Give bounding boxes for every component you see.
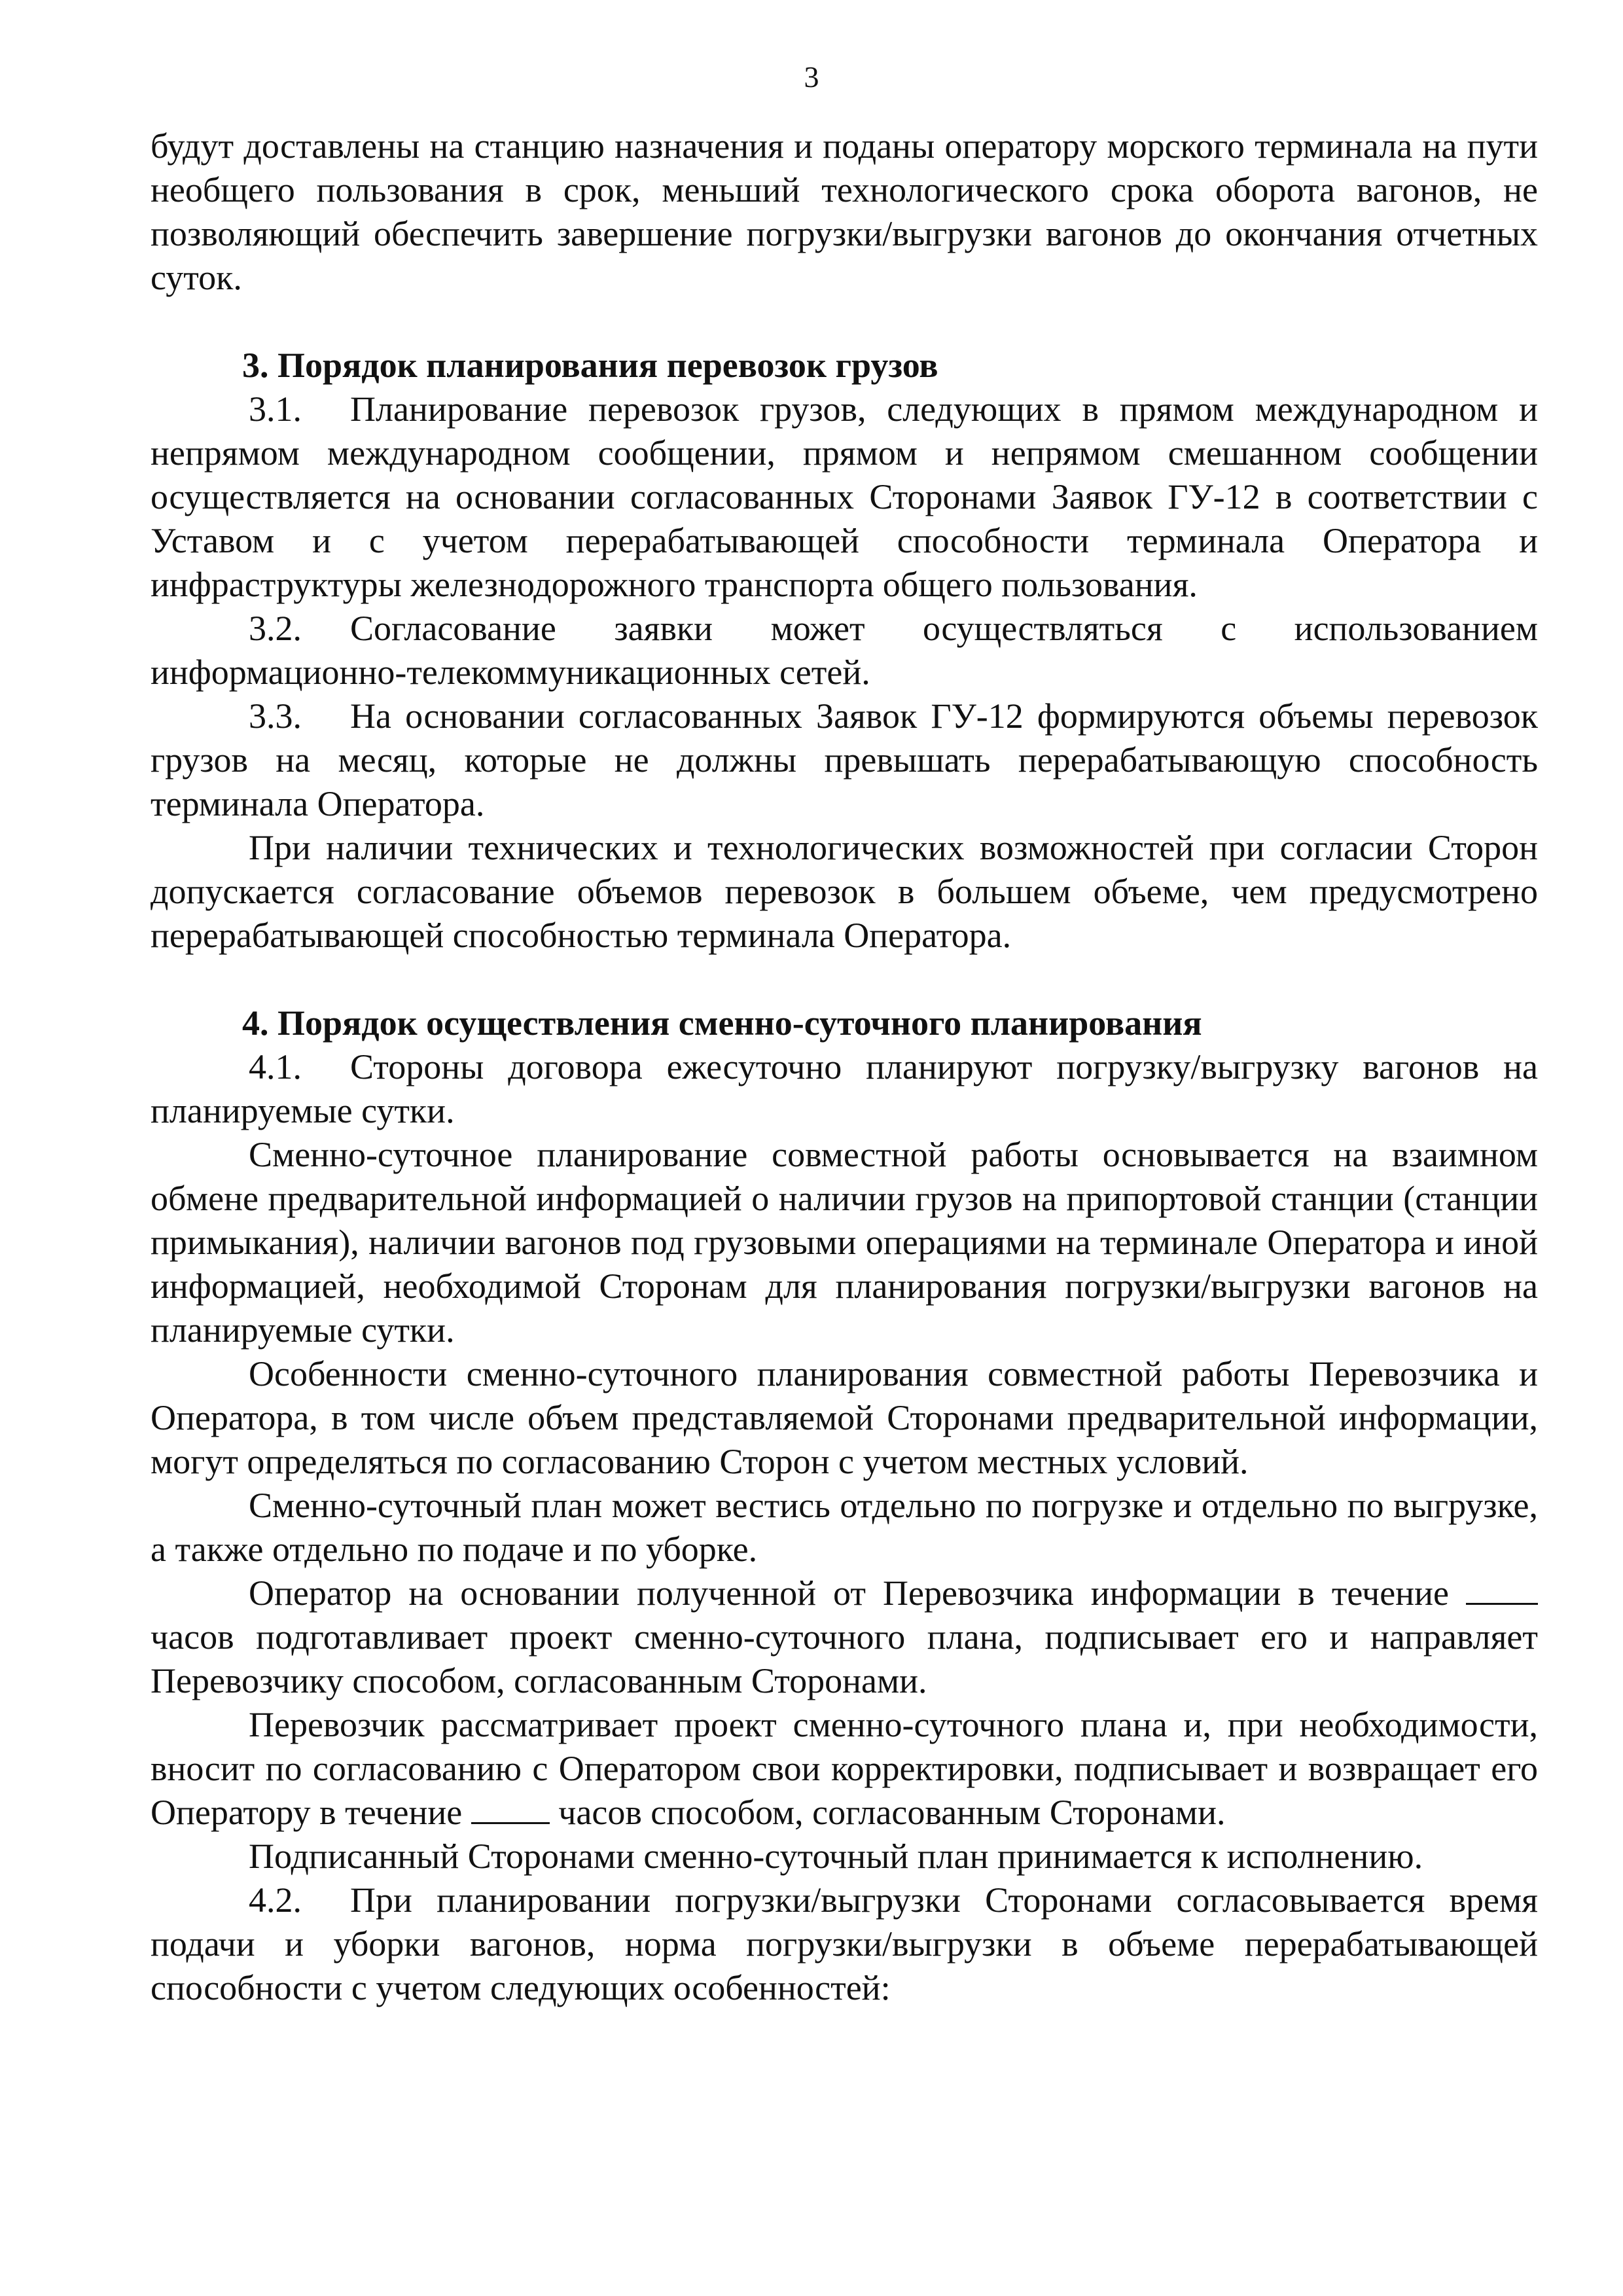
paragraph-text: На основании согласованных Заявок ГУ-12 формируются объемы перевозок грузов на месяц, которые не должны превышать перерабатывающую способность терминала Оператора. xyxy=(151,696,1538,823)
clause-number: 3.3. xyxy=(249,696,302,736)
paragraph-text: Оператор на основании полученной от Перевозчика информации в течение xyxy=(249,1573,1449,1613)
paragraph-4-2 xyxy=(151,1878,1538,2010)
paragraph-text: При планировании погрузки/выгрузки Сторонами согласовывается время подачи и уборки вагонов, норма погрузки/выгрузки в объеме перерабатывающей способности с учетом следующих особенностей: xyxy=(151,1880,1538,2007)
clause-number: 3.2. xyxy=(249,609,302,648)
paragraph-4-1-e xyxy=(151,1571,1538,1703)
hours-blank-field xyxy=(471,1822,550,1824)
document-body xyxy=(151,124,1538,2010)
paragraph-text: Перевозчик рассматривает проект сменно-суточного плана и, при необходимости, вносит по согласованию с Оператором свои корректировки, подписывает и возвращает его Оператору в течение xyxy=(151,1705,1538,1832)
paragraph-4-1-g: Подписанный Сторонами сменно-суточный план принимается к исполнению. xyxy=(249,1837,1423,1876)
paragraph-text: часов способом, согласованным Сторонами. xyxy=(558,1793,1226,1832)
paragraph-3-3 xyxy=(151,694,1538,826)
paragraph-4-1-c: Особенности сменно-суточного планирования совместной работы Перевозчика и Оператора, в том числе объем представляемой Сторонами предварительной информации, могут определяться по согласованию Сторон с учетом местных условий. xyxy=(151,1354,1538,1481)
clause-number: 4.2. xyxy=(249,1880,302,1920)
hours-blank-field xyxy=(1466,1603,1538,1605)
clause-number: 3.1. xyxy=(249,389,302,429)
intro-paragraph: будут доставлены на станцию назначения и поданы оператору морского терминала на пути необщего пользования в срок, меньший технологического срока оборота вагонов, не позволяющий обеспечить завершение погрузки/выгрузки вагонов до окончания отчетных суток. xyxy=(151,126,1538,297)
paragraph-text: Стороны договора ежесуточно планируют погрузку/выгрузку вагонов на планируемые сутки. xyxy=(151,1047,1538,1130)
clause-number: 4.1. xyxy=(249,1047,302,1086)
paragraph-4-1-b: Сменно-суточное планирование совместной работы основывается на взаимном обмене предварительной информацией о наличии грузов на припортовой станции (станции примыкания), наличии вагонов под грузовыми операциями на терминале Оператора и иной информацией, необходимой Сторонам для планирования погрузки/выгрузки вагонов на планируемые сутки. xyxy=(151,1135,1538,1350)
paragraph-3-1 xyxy=(151,387,1538,607)
paragraph-3-2 xyxy=(151,607,1538,694)
paragraph-text: Согласование заявки может осуществляться с использованием информационно-телекоммуникационных сетей. xyxy=(151,609,1538,692)
section-3-heading: 3. Порядок планирования перевозок грузов xyxy=(242,346,938,385)
paragraph-text: часов подготавливает проект сменно-суточного плана, подписывает его и направляет Перевозчику способом, согласованным Сторонами. xyxy=(151,1617,1538,1700)
page-number: 3 xyxy=(804,60,819,94)
paragraph-3-3-b: При наличии технических и технологических возможностей при согласии Сторон допускается согласование объемов перевозок в большем объеме, чем предусмотрено перерабатывающей способностью терминала Оператора. xyxy=(151,828,1538,955)
paragraph-text: Планирование перевозок грузов, следующих в прямом международном и непрямом международном сообщении, прямом и непрямом смешанном сообщении осуществляется на основании согласованных Сторонами Заявок ГУ-12 в соответствии с Уставом и с учетом перерабатывающей способности терминала Оператора и инфраструктуры железнодорожного транспорта общего пользования. xyxy=(151,389,1538,604)
paragraph-4-1-d: Сменно-суточный план может вестись отдельно по погрузке и отдельно по выгрузке, а также отдельно по подаче и по уборке. xyxy=(151,1486,1538,1569)
paragraph-4-1 xyxy=(151,1045,1538,1133)
paragraph-4-1-f xyxy=(151,1703,1538,1835)
section-4-heading: 4. Порядок осуществления сменно-суточного планирования xyxy=(242,1003,1202,1043)
